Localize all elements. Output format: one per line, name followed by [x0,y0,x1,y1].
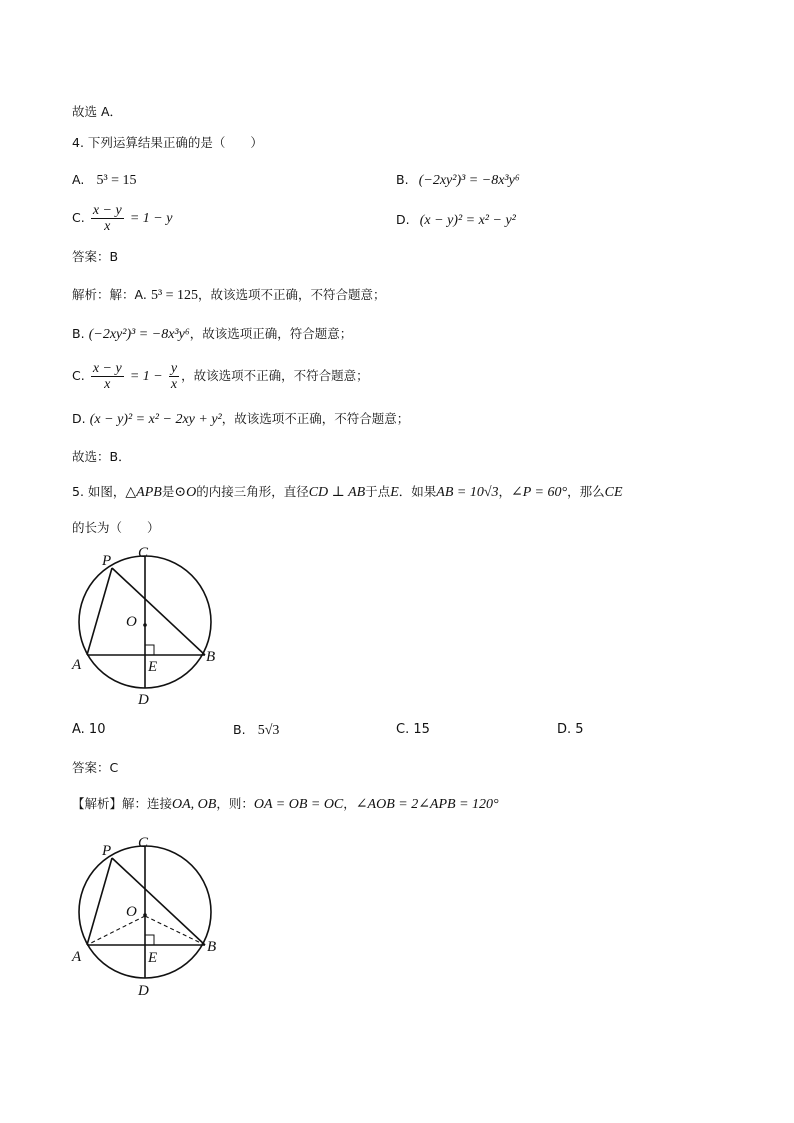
stem-math: E [390,485,399,500]
solution-label: C. [72,368,85,383]
solution-suffix: ，故该选项不正确，不符合题意； [198,287,386,302]
q4-solution-d [72,410,409,429]
fraction-denominator: x [104,377,111,392]
stem-text: 是 [161,484,175,499]
stem-math: CD ⊥ AB [308,485,366,500]
solution-label: D. [72,411,86,426]
solution-prefix: 【解析】解：连接 [72,796,173,811]
stem-text: ．如果 [398,484,437,499]
solution-prefix: 解析：解：A. [72,287,147,302]
q4-option-a [72,171,137,190]
solution-math: ∠AOB = 2∠APB = 120° [355,797,499,812]
q4-solution-c [72,361,369,392]
q5-option-c: C. 15 [396,722,430,737]
stem-text: 于点 [365,484,391,499]
label-p: P [102,843,112,859]
side-pa [87,568,112,655]
stem-text: ， [498,484,512,499]
question-5-stem [72,483,623,502]
center-dot [143,623,147,627]
stem-text: ，那么 [567,484,605,499]
option-label: B. [233,722,246,737]
option-expression: 5³ = 15 [96,173,137,188]
solution-fraction-2 [169,361,179,392]
label-a: A [72,949,82,965]
q5-answer: 答案：C [72,760,119,775]
side-pb [112,568,205,655]
solution-suffix: ，故该选项正确，符合题意； [189,326,353,341]
label-a: A [72,657,82,673]
stem-math: ⊙O [174,485,197,500]
solution-expression: (−2xy²)³ = −8x³y⁶ [88,327,190,342]
side-pa [87,858,112,945]
solution-math: OA, OB [172,797,217,812]
solution-text: ，则： [216,796,254,811]
option-fraction [91,203,124,234]
q4-option-b [396,171,520,190]
q4-option-c [72,203,172,234]
right-angle-mark [145,645,154,655]
label-e: E [148,950,158,966]
option-expression: = 1 − y [129,211,173,226]
conclusion-choose-b: 故选：B． [72,449,131,464]
option-label: B. [396,172,409,187]
q4-solution-b [72,325,352,344]
solution-expression: (x − y)² = x² − 2xy + y² [89,412,222,427]
label-o: O [126,904,137,920]
solution-text: ， [343,796,356,811]
solution-fraction [91,361,124,392]
solution-expression: = 1 − [129,369,163,384]
question-4-stem: 4. 下列运算结果正确的是（ ） [72,135,263,150]
option-expression: 5√3 [257,723,280,738]
fraction-numerator: x − y [92,203,122,218]
label-o: O [126,614,137,630]
solution-suffix: ，故该选项不正确，不符合题意； [181,368,369,383]
stem-text: 5. 如图， [72,484,126,499]
circle-figure-1 [60,538,230,710]
q5-option-d: D. 5 [557,722,584,737]
q4-answer: 答案：B [72,249,119,264]
stem-math: CE [604,485,623,500]
solution-suffix: ，故该选项不正确，不符合题意； [221,411,410,426]
option-expression: (x − y)² = x² − y² [419,213,516,228]
fraction-denominator: x [170,377,178,392]
option-label: C. [72,210,85,225]
conclusion-choose-a: 故选 A． [72,104,123,119]
dashed-oa [87,916,145,945]
label-b: B [207,939,217,955]
center-dot [143,913,147,917]
fraction-numerator: y [170,361,178,376]
right-angle-mark [145,935,154,945]
q4-option-d [396,211,516,230]
fraction-denominator: x [104,219,111,234]
circle-figure-2 [60,828,230,1000]
question-5-stem-cont: 的长为（ ） [72,520,160,535]
q5-solution [72,795,499,814]
label-b: B [206,649,216,665]
option-expression: (−2xy²)³ = −8x³y⁶ [418,173,520,188]
stem-math: ∠P = 60° [511,485,568,500]
stem-text: 的内接三角形，直径 [196,484,309,499]
option-label: D. [396,212,410,227]
solution-label: B. [72,326,85,341]
side-pb [112,858,205,945]
solution-expression: 5³ = 125 [150,288,199,303]
q4-solution-a [72,286,386,305]
stem-math: △APB [125,485,162,500]
solution-math: OA = OB = OC [253,797,344,812]
label-d: D [138,983,149,999]
stem-math: AB = 10√3 [436,485,499,500]
label-e: E [148,659,158,675]
option-label: A. [72,172,85,187]
label-p: P [102,553,112,569]
q5-option-a: A. 10 [72,722,106,737]
q5-option-b [233,721,279,740]
label-c: C [138,545,149,561]
label-d: D [138,692,149,708]
label-c: C [138,835,149,851]
fraction-numerator: x − y [92,361,122,376]
